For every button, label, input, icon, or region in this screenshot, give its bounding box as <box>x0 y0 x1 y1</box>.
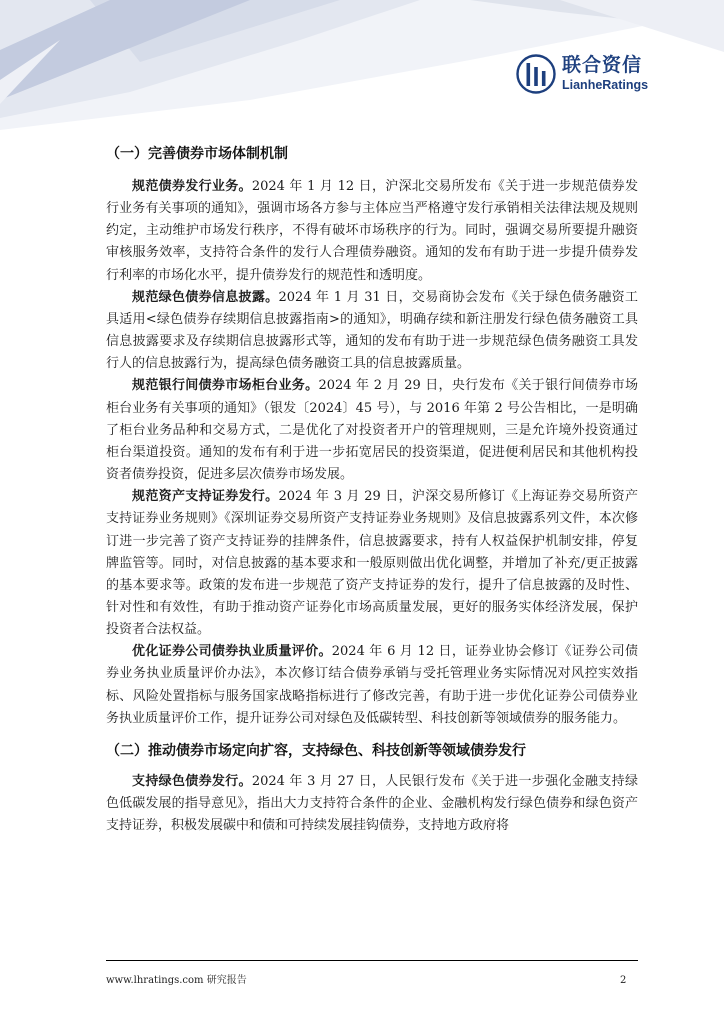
section-heading-1: （一）完善债券市场体制机制 <box>106 146 288 162</box>
section-heading-2: （二）推动债券市场定向扩容，支持绿色、科技创新等领域债券发行 <box>106 742 526 759</box>
report-body <box>106 140 638 837</box>
paragraph-green-bond-disclosure <box>106 287 638 376</box>
paragraph-green-bond-support <box>106 771 638 837</box>
paragraph-text: 2024 年 6 月 12 日，证券业协会修订《证券公司债券业务执业质量评价办法》，本次修订结合债券承销与受托管理业务实际情况对风控实效指标、风险处置指标与服务国家战略指标进行了修改完善，有助于进一步优化证券公司债券业务执业质量评价工作，提升证券公司对绿色及低碳转型、科技创新等领域债券的服务能力。 <box>106 644 638 726</box>
paragraph-lead: 规范银行间债券市场柜台业务。 <box>132 378 319 394</box>
page-number: 2 <box>620 975 627 986</box>
logo-english-name: LianheRatings <box>562 78 649 92</box>
logo-chinese-name: 联合资信 <box>562 54 643 76</box>
paragraph-text: 2024 年 1 月 12 日，沪深北交易所发布《关于进一步规范债券发行业务有关事项的通知》，强调市场各方参与主体应当严格遵守发行承销相关法律法规及规则约定，主动维护市场发行秩序，不得有破坏市场秩序的行为。同时，强调交易所要提升融资审核服务效率，支持符合条件的发行人合理债券融资。通知的发布有助于进一步提升债券发行利率的市场化水平，提升债券发行的规范性和透明度。 <box>106 179 638 283</box>
footer-divider <box>106 960 638 961</box>
paragraph-lead: 规范资产支持证券发行。 <box>132 489 279 505</box>
paragraph-text: 2024 年 2 月 29 日，央行发布《关于银行间债券市场柜台业务有关事项的通知》（银发〔2024〕45 号），与 2016 年第 2 号公告相比，一是明确了柜台业务品种和交易方式，二是优化了对投资者开户的管理规则，三是允许境外投资通过柜台渠道投资。通知的发布有利于进一步拓宽居民的投资渠道，促进便利居民和其他机构投资者债券投资，促进多层次债券市场发展。 <box>106 378 638 483</box>
paragraph-lead: 优化证券公司债券执业质量评价。 <box>132 644 332 660</box>
paragraph-counter-business <box>106 375 638 486</box>
paragraph-lead: 规范债券发行业务。 <box>132 179 252 194</box>
paragraph-securities-evaluation <box>106 641 638 730</box>
lianhe-logo-icon <box>516 54 556 94</box>
footer-site-link[interactable]: www.lhratings.com 研究报告 <box>106 975 247 986</box>
paragraph-lead: 规范绿色债券信息披露。 <box>132 289 279 305</box>
paragraph-text: 2024 年 1 月 31 日，交易商协会发布《关于绿色债务融资工具适用<绿色债券存续期信息披露指南>的通知》，明确存续和新注册发行绿色债务融资工具信息披露要求及存续期信息披露形式等，通知的发布有助于进一步规范绿色债务融资工具发行人的信息披露行为，提高绿色债务融资工具的信息披露质量。 <box>106 289 638 372</box>
paragraph-text: 2024 年 3 月 29 日，沪深交易所修订《上海证券交易所资产支持证券业务规则》《深圳证券交易所资产支持证券业务规则》及信息披露系列文件，本次修订进一步完善了资产支持证券的挂牌条件，信息披露要求，持有人权益保护机制安排，停复牌监管等。同时，对信息披露的基本要求和一般原则做出优化调整，并增加了补充/更正披露的基本要求等。政策的发布进一步规范了资产支持证券的发行，提升了信息披露的及时性、针对性和有效性，有助于推动资产证券化市场高质量发展，更好的服务实体经济发展，保护投资者合法权益。 <box>106 489 638 638</box>
brand-logo <box>516 54 716 98</box>
paragraph-lead: 支持绿色债券发行。 <box>132 773 252 789</box>
paragraph-bond-issuance <box>106 176 638 287</box>
paragraph-text: 2024 年 3 月 27 日，人民银行发布《关于进一步强化金融支持绿色低碳发展的指导意见》，指出大力支持符合条件的企业、金融机构发行绿色债券和绿色资产支持证券，积极发展碳中和债和可持续发展挂钩债券，支持地方政府将 <box>106 773 638 834</box>
paragraph-abs-issuance <box>106 486 638 641</box>
